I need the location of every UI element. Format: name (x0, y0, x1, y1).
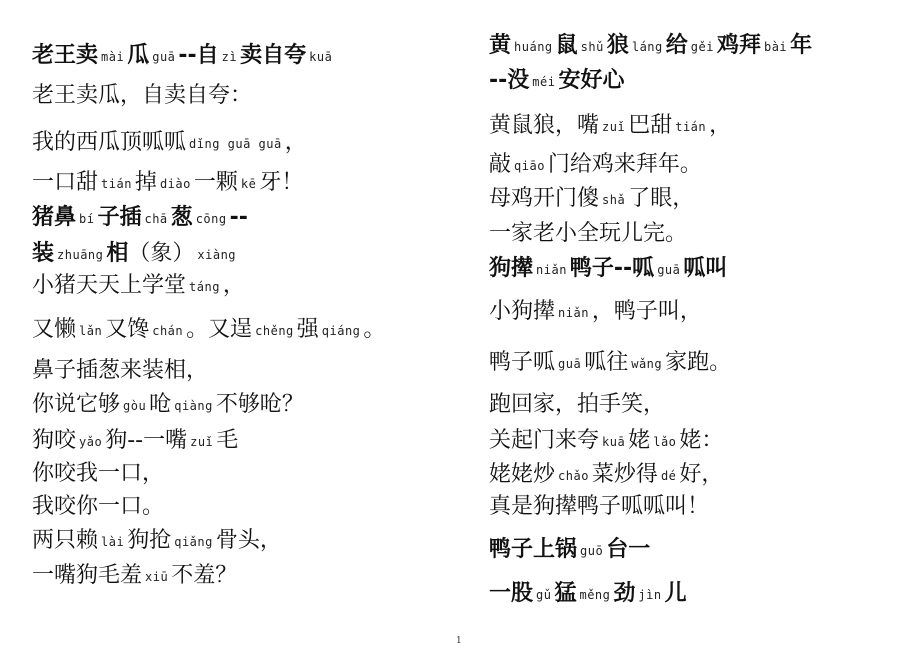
hanzi-text: 狗咬 (32, 428, 77, 453)
hanzi-text: 又馋 (105, 317, 150, 342)
pinyin-annotation: chán (152, 324, 184, 338)
pinyin-annotation: guā (152, 50, 176, 64)
hanzi-text: 姥姥炒 (489, 462, 556, 487)
hanzi-text: 安好心 (558, 68, 625, 93)
pinyin-annotation: lǎn (79, 324, 103, 338)
pinyin-annotation: gěi (690, 40, 714, 54)
pinyin-annotation: zuǐ (602, 120, 626, 134)
hanzi-text: 年 (790, 33, 813, 58)
rhyme-title (32, 241, 239, 268)
rhyme-line (489, 494, 709, 520)
rhyme-title (489, 581, 687, 608)
pinyin-annotation: kuā (602, 435, 626, 449)
hanzi-text: 呱叫 (683, 256, 728, 281)
pinyin-annotation: qiǎng (174, 535, 213, 549)
pinyin-annotation: kē (240, 177, 257, 191)
hanzi-text: --自 (178, 43, 219, 68)
hanzi-text: 姥： (679, 428, 724, 453)
pinyin-annotation: huáng (514, 40, 553, 54)
pinyin-annotation: zì (221, 50, 238, 64)
pinyin-annotation: wǎng (631, 357, 663, 371)
hanzi-text: 你咬我一口， (32, 461, 165, 486)
hanzi-text: 劲 (613, 581, 636, 606)
hanzi-text: 狗撵 (489, 256, 534, 281)
rhyme-line (32, 494, 164, 520)
hanzi-text: 装 (32, 241, 55, 266)
rhyme-title (32, 43, 335, 70)
hanzi-text: ， (709, 113, 732, 138)
pinyin-annotation: diào (159, 177, 191, 191)
pinyin-annotation: niǎn (558, 306, 589, 320)
hanzi-text: 两只赖 (32, 528, 99, 553)
hanzi-text: 鼻子插葱来装相， (32, 358, 209, 383)
rhyme-line (32, 273, 245, 300)
hanzi-text: 跑回家，拍手笑， (489, 392, 666, 417)
hanzi-text: 猛 (554, 581, 577, 606)
hanzi-text: 鸡拜 (716, 33, 761, 58)
rhyme-line (32, 170, 303, 197)
pinyin-annotation: jìn (638, 588, 662, 602)
pinyin-annotation: dé (660, 469, 677, 483)
rhyme-line (32, 528, 282, 555)
pinyin-annotation: chěng (255, 324, 294, 338)
pinyin-annotation: guā (558, 357, 582, 371)
pinyin-annotation: lǎo (653, 435, 677, 449)
hanzi-text: 儿 (664, 581, 687, 606)
hanzi-text: 鸭子上锅 (489, 537, 578, 562)
hanzi-text: 鸭子呱 (489, 350, 556, 375)
hanzi-text: 毛 (216, 428, 239, 453)
hanzi-text: 牙！ (259, 170, 304, 195)
pinyin-annotation: qiáng (321, 324, 361, 338)
pinyin-annotation: shǔ (580, 40, 604, 54)
pinyin-annotation: gòu (123, 399, 147, 413)
pinyin-annotation: tián (101, 177, 132, 191)
hanzi-text: -- (229, 205, 248, 230)
pinyin-annotation: xiàng (197, 248, 237, 262)
pinyin-annotation: kuā (309, 50, 333, 64)
pinyin-annotation: yǎo (79, 435, 103, 449)
pinyin-annotation: měng (579, 588, 611, 602)
rhyme-line (489, 299, 702, 326)
hanzi-text: 一口甜 (32, 170, 99, 195)
hanzi-text: 相 (106, 241, 129, 266)
hanzi-text: 真是狗撵鸭子呱呱叫！ (489, 494, 710, 519)
hanzi-text: 姥 (628, 428, 651, 453)
rhyme-line (32, 428, 238, 455)
hanzi-text: --没 (489, 68, 530, 93)
hanzi-text: 。 (363, 317, 386, 342)
pinyin-annotation: mài (101, 50, 125, 64)
rhyme-line (32, 317, 385, 344)
pinyin-annotation: qiāo (514, 159, 545, 173)
hanzi-text: 好， (679, 462, 724, 487)
hanzi-text: 台一 (606, 537, 651, 562)
pinyin-annotation: láng (631, 40, 663, 54)
hanzi-text: 黄 (489, 33, 512, 58)
hanzi-text: 母鸡开门傻 (489, 186, 600, 211)
rhyme-title (489, 68, 624, 95)
hanzi-text: 关起门来夸 (489, 428, 600, 453)
rhyme-line (489, 152, 702, 179)
pinyin-annotation: zuǐ (190, 435, 214, 449)
pinyin-annotation: guā (657, 263, 681, 277)
rhyme-line (489, 462, 723, 489)
pinyin-annotation: qiàng (174, 399, 213, 413)
hanzi-text: 你说它够 (32, 392, 121, 417)
hanzi-text: 鸭子--呱 (569, 256, 655, 281)
hanzi-text: 狼 (606, 33, 629, 58)
hanzi-text: 鼠 (555, 33, 578, 58)
hanzi-text: 黄鼠狼，嘴 (489, 113, 600, 138)
hanzi-text: 不够呛？ (215, 392, 304, 417)
pinyin-annotation: xiū (145, 570, 169, 584)
hanzi-text: 猪鼻 (32, 205, 77, 230)
hanzi-text: 呛 (149, 392, 172, 417)
hanzi-text: ， (222, 273, 245, 298)
pinyin-annotation: shǎ (602, 193, 626, 207)
rhyme-line (32, 563, 237, 590)
hanzi-text: 我咬你一口。 (32, 494, 165, 519)
hanzi-text: 一颗 (193, 170, 238, 195)
rhyme-title (32, 205, 248, 232)
hanzi-text: 。又逞 (186, 317, 253, 342)
hanzi-text: 掉 (134, 170, 157, 195)
pinyin-annotation: méi (532, 75, 556, 89)
hanzi-text: 一嘴狗毛羞 (32, 563, 143, 588)
rhyme-title (489, 256, 727, 283)
pinyin-annotation: bí (79, 212, 95, 226)
hanzi-text: 门给鸡来拜年。 (547, 152, 702, 177)
hanzi-text: 给 (665, 33, 688, 58)
hanzi-text: 一家老小全玩儿完。 (489, 221, 688, 246)
hanzi-text: 我的西瓜顶呱呱 (32, 130, 187, 155)
hanzi-text: 菜炒得 (591, 462, 658, 487)
rhyme-title (489, 537, 650, 564)
rhyme-line (32, 358, 208, 384)
pinyin-annotation: chǎo (558, 469, 589, 483)
pinyin-annotation: dǐng guā guā (189, 137, 282, 151)
hanzi-text: 不羞？ (171, 563, 238, 588)
hanzi-text: 老王卖 (32, 43, 99, 68)
rhyme-line (489, 428, 723, 455)
hanzi-text: 狗--一嘴 (105, 428, 188, 453)
hanzi-text: 葱 (170, 205, 193, 230)
hanzi-text: ，鸭子叫， (591, 299, 702, 324)
hanzi-text: 骨头， (215, 528, 282, 553)
rhyme-line (489, 350, 731, 377)
rhyme-line (489, 113, 731, 140)
rhyme-line (32, 461, 164, 487)
hanzi-text: 了眼， (628, 186, 695, 211)
hanzi-text: 小猪天天上学堂 (32, 273, 187, 298)
pinyin-annotation: táng (189, 280, 220, 294)
hanzi-text: 卖自夸 (240, 43, 307, 68)
hanzi-text: （象） (128, 241, 195, 266)
page-number: 1 (456, 636, 462, 646)
pinyin-annotation: chā (144, 212, 168, 226)
pinyin-annotation: gǔ (536, 588, 552, 602)
hanzi-text: 巴甜 (628, 113, 673, 138)
rhyme-title (489, 33, 812, 60)
hanzi-text: 子插 (97, 205, 142, 230)
hanzi-text: 老王卖瓜，自卖自夸： (32, 83, 253, 108)
rhyme-line (32, 83, 252, 109)
rhyme-line (32, 130, 307, 157)
rhyme-line (489, 186, 694, 213)
rhyme-line (489, 392, 665, 418)
pinyin-annotation: bài (763, 40, 788, 54)
pinyin-annotation: lài (101, 535, 125, 549)
hanzi-text: 又懒 (32, 317, 77, 342)
hanzi-text: 敲 (489, 152, 512, 177)
hanzi-text: 家跑。 (665, 350, 732, 375)
rhyme-line (489, 221, 687, 247)
hanzi-text: 呱往 (584, 350, 629, 375)
hanzi-text: 小狗撵 (489, 299, 556, 324)
pinyin-annotation: zhuāng (57, 248, 104, 262)
pinyin-annotation: tián (675, 120, 707, 134)
pinyin-annotation: cōng (195, 212, 227, 226)
hanzi-text: 一股 (489, 581, 534, 606)
hanzi-text: 瓜 (127, 43, 150, 68)
hanzi-text: 狗抢 (127, 528, 172, 553)
hanzi-text: 强 (296, 317, 319, 342)
pinyin-annotation: guō (580, 544, 604, 558)
rhyme-line (32, 392, 304, 419)
hanzi-text: ， (284, 130, 307, 155)
pinyin-annotation: niǎn (536, 263, 567, 277)
